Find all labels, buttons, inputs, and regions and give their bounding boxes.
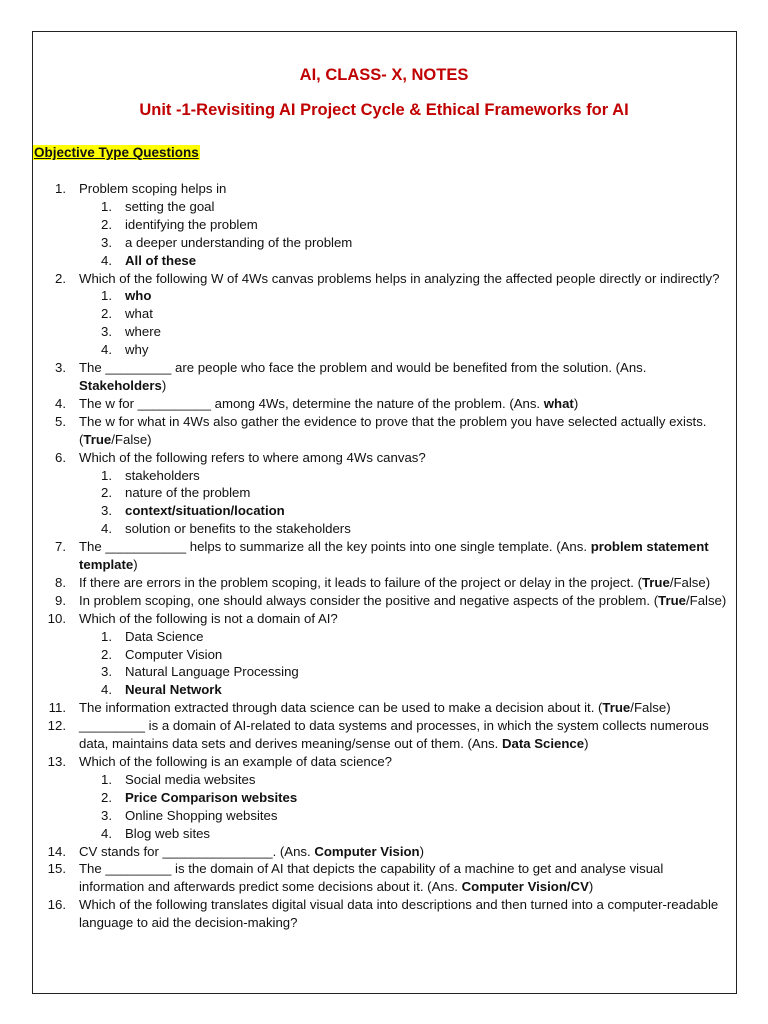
question-item — [0, 449, 768, 467]
option-item — [0, 234, 768, 252]
question-number: 8. — [55, 574, 66, 590]
option-number: 4. — [101, 825, 112, 841]
option-number: 3. — [101, 503, 112, 519]
option-number: 2. — [101, 789, 112, 805]
question-text: The _________ is the domain of AI that depicts the capability of a machine to get and analyse visual information and afterwards predict some decisions about it. (Ans. Computer Vision/CV) — [79, 861, 664, 895]
option-text: Social media websites — [125, 771, 256, 787]
option-item — [0, 825, 768, 843]
question-item — [0, 395, 768, 413]
option-text: why — [125, 342, 149, 358]
option-text: All of these — [125, 252, 197, 268]
option-number: 1. — [101, 628, 112, 644]
option-text: context/situation/location — [125, 503, 285, 519]
option-item — [0, 771, 768, 789]
question-text: Which of the following refers to where among 4Ws canvas? — [79, 449, 426, 465]
option-text: what — [125, 306, 153, 322]
question-text: Which of the following translates digital visual data into descriptions and then turned into a computer-readable language to aid the decision-making? — [79, 897, 719, 931]
question-item — [0, 592, 768, 610]
option-number: 2. — [101, 306, 112, 322]
option-text: solution or benefits to the stakeholders — [125, 521, 351, 537]
option-item — [0, 789, 768, 807]
question-number: 11. — [48, 700, 66, 716]
question-text: CV stands for _______________. (Ans. Computer Vision) — [79, 843, 425, 859]
option-item — [0, 520, 768, 538]
question-text: _________ is a domain of AI-related to data systems and processes, in which the system collects numerous data, maintains data sets and derives meaning/sense out of them. (Ans. Data Science) — [79, 718, 709, 752]
option-item — [0, 323, 768, 341]
option-item — [0, 681, 768, 699]
question-item — [0, 270, 768, 288]
option-item — [0, 216, 768, 234]
question-item — [0, 860, 768, 896]
question-text: Which of the following is not a domain of AI? — [79, 610, 338, 626]
question-number: 13. — [47, 754, 66, 769]
question-text: The _________ are people who face the problem and would be benefited from the solution. (Ans. Stakeholders) — [79, 360, 647, 393]
document-title: AI, CLASS- X, NOTES — [299, 66, 469, 84]
option-item — [0, 252, 768, 270]
question-list — [0, 180, 768, 932]
option-number: 4. — [101, 682, 112, 698]
question-number: 2. — [55, 270, 66, 286]
question-number: 1. — [55, 181, 66, 196]
question-item — [0, 699, 768, 717]
question-number: 4. — [55, 395, 66, 411]
question-text: The information extracted through data science can be used to make a decision about it. (True/False) — [79, 700, 671, 716]
option-item — [0, 646, 768, 664]
option-number: 1. — [101, 771, 112, 787]
option-text: stakeholders — [125, 467, 200, 483]
option-number: 4. — [101, 252, 112, 268]
question-item — [0, 610, 768, 628]
question-item — [0, 896, 768, 932]
question-item — [0, 717, 768, 753]
question-number: 7. — [55, 539, 66, 555]
question-item — [0, 538, 768, 574]
unit-title: Unit -1-Revisiting AI Project Cycle & Ethical Frameworks for AI — [139, 101, 629, 119]
option-text: Computer Vision — [125, 646, 223, 662]
question-text: In problem scoping, one should always consider the positive and negative aspects of the problem. (True/False) — [79, 592, 727, 608]
option-item — [0, 287, 768, 305]
question-text: Which of the following W of 4Ws canvas problems helps in analyzing the affected people directly or indirectly? — [79, 270, 720, 286]
option-item — [0, 305, 768, 323]
option-number: 4. — [101, 342, 112, 358]
option-text: Price Comparison websites — [125, 789, 298, 805]
option-number: 4. — [101, 521, 112, 537]
option-text: a deeper understanding of the problem — [125, 234, 353, 250]
option-number: 3. — [101, 807, 112, 823]
option-item — [0, 663, 768, 681]
option-item — [0, 807, 768, 825]
option-item — [0, 628, 768, 646]
option-item — [0, 341, 768, 359]
question-number: 5. — [55, 413, 66, 429]
option-number: 1. — [101, 198, 112, 214]
question-number: 14. — [47, 843, 66, 859]
question-text: The ___________ helps to summarize all the key points into one single template. (Ans. problem statement template) — [79, 539, 709, 573]
question-number: 10. — [47, 610, 66, 626]
question-text: The w for __________ among 4Ws, determine the nature of the problem. (Ans. what) — [79, 395, 579, 411]
option-text: Neural Network — [125, 682, 222, 698]
option-number: 3. — [101, 234, 112, 250]
question-text: Problem scoping helps in — [79, 181, 227, 196]
question-item — [0, 359, 768, 395]
section-heading: Objective Type Questions — [34, 145, 199, 160]
option-text: Blog web sites — [125, 825, 211, 841]
option-text: where — [125, 324, 161, 340]
option-number: 1. — [101, 288, 112, 304]
option-number: 2. — [101, 646, 112, 662]
question-item — [0, 180, 768, 198]
option-number: 1. — [101, 467, 112, 483]
question-number: 3. — [55, 360, 66, 376]
option-item — [0, 198, 768, 216]
question-text: If there are errors in the problem scoping, it leads to failure of the project or delay in the project. (True/False) — [79, 574, 711, 590]
option-text: setting the goal — [125, 198, 215, 214]
option-text: nature of the problem — [125, 485, 251, 501]
option-text: who — [125, 288, 152, 304]
question-item — [0, 753, 768, 771]
option-item — [0, 484, 768, 502]
question-number: 16. — [47, 897, 66, 913]
option-number: 3. — [101, 664, 112, 680]
option-number: 2. — [101, 485, 112, 501]
question-number: 9. — [55, 592, 66, 608]
option-item — [0, 467, 768, 485]
question-text: Which of the following is an example of data science? — [79, 754, 393, 769]
question-number: 15. — [47, 861, 66, 877]
option-text: Data Science — [125, 628, 204, 644]
option-item — [0, 502, 768, 520]
question-number: 6. — [55, 449, 66, 465]
question-item — [0, 413, 768, 449]
option-number: 2. — [101, 216, 112, 232]
question-item — [0, 574, 768, 592]
question-text: The w for what in 4Ws also gather the evidence to prove that the problem you have selected actually exists. (True/False) — [79, 413, 707, 447]
question-number: 12. — [47, 718, 66, 734]
option-text: Natural Language Processing — [125, 664, 299, 680]
question-item — [0, 843, 768, 861]
option-text: identifying the problem — [125, 216, 258, 232]
option-text: Online Shopping websites — [125, 807, 278, 823]
option-number: 3. — [101, 324, 112, 340]
